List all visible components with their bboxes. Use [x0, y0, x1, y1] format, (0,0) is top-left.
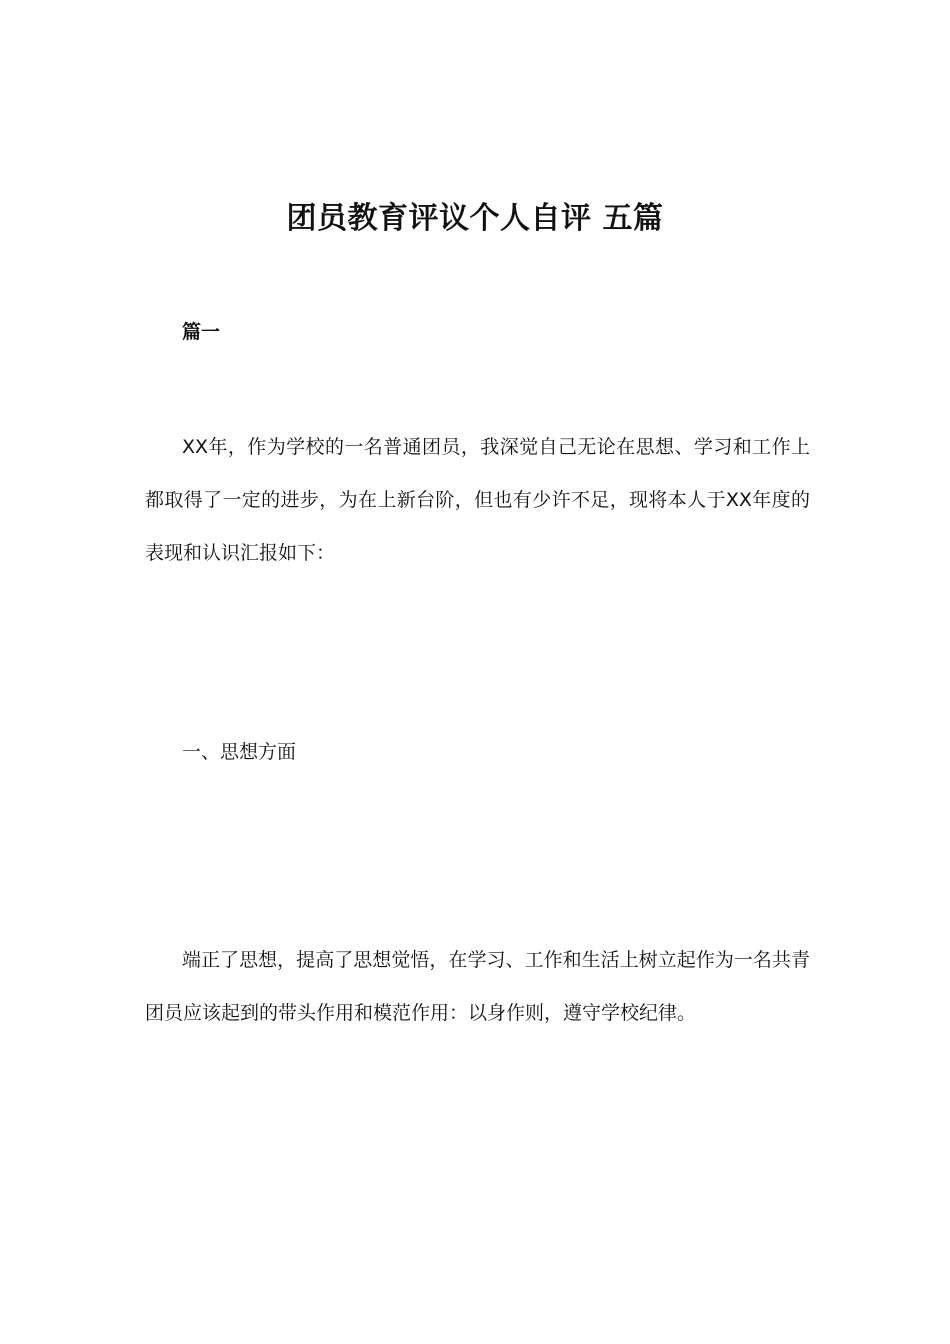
subheading-thought: 一、思想方面 — [182, 741, 297, 763]
paragraph-intro: XX年，作为学校的一名普通团员，我深觉自己无论在思想、学习和工作上都取得了一定的进步，为在上新台阶，但也有少许不足，现将本人于XX年度的表现和认识汇报如下： — [145, 436, 810, 564]
paragraph-thought: 端正了思想，提高了思想觉悟，在学习、工作和生活上树立起作为一名共青团员应该起到的带头作用和模范作用：以身作则，遵守学校纪律。 — [145, 949, 810, 1024]
section-heading: 篇一 — [182, 321, 221, 343]
document-title: 团员教育评议个人自评 五篇 — [286, 201, 664, 236]
